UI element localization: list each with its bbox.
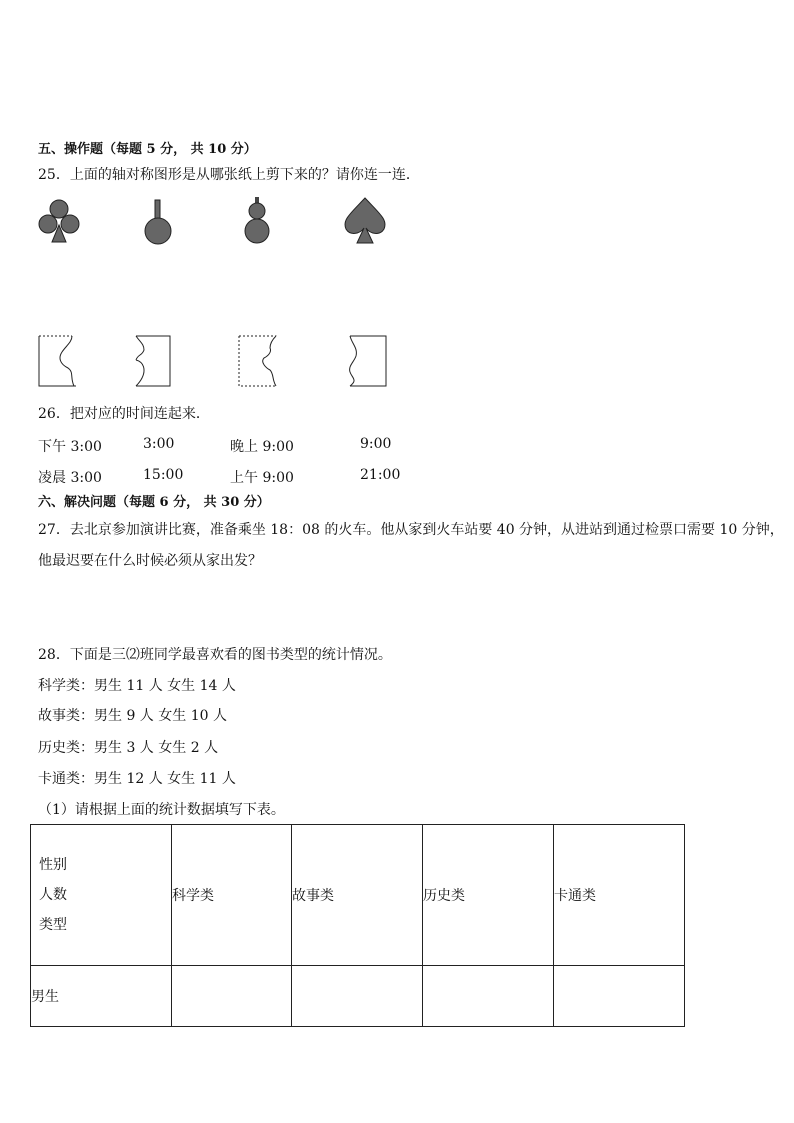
paper-cut-2 — [130, 334, 175, 389]
corner-label-gender: 性别 — [39, 857, 67, 873]
corner-label-type: 类型 — [39, 917, 67, 933]
question-27-line1: 27．去北京参加演讲比赛，准备乘坐 18：08 的火车。他从家到火车站要 40 分钟，从进站到通过检票口需要 10 分钟， — [38, 522, 784, 538]
paper-cut-4 — [344, 334, 389, 389]
stat-history: 历史类：男生 3 人 女生 2 人 — [38, 740, 219, 756]
question-25: 25．上面的轴对称图形是从哪张纸上剪下来的？请你连一连． — [38, 167, 420, 183]
section5-heading: 五、操作题（每题 5 分， 共 10 分） — [38, 142, 257, 157]
section6-heading: 六、解决问题（每题 6 分， 共 30 分） — [38, 495, 270, 510]
cell-boys-science[interactable] — [172, 966, 292, 1027]
paper-cut-1 — [36, 334, 81, 389]
time-15: 15:00 — [143, 467, 184, 483]
time-21: 21:00 — [360, 467, 401, 483]
sub-question-1: （1）请根据上面的统计数据填写下表。 — [38, 802, 285, 818]
stat-cartoon: 卡通类：男生 12 人 女生 11 人 — [38, 771, 236, 787]
column-story: 故事类 — [292, 825, 423, 966]
question-27-line2: 他最迟要在什么时候必须从家出发？ — [38, 553, 262, 569]
cell-boys-story[interactable] — [292, 966, 423, 1027]
table-corner-cell — [31, 825, 172, 966]
time-9: 9:00 — [360, 436, 392, 452]
corner-label-count: 人数 — [39, 887, 67, 903]
time-afternoon-3: 下午 3:00 — [38, 439, 102, 455]
time-3: 3:00 — [143, 436, 175, 452]
time-morning-9: 上午 9:00 — [230, 470, 294, 486]
column-cartoon: 卡通类 — [554, 825, 685, 966]
gourd-icon — [242, 196, 272, 248]
time-dawn-3: 凌晨 3:00 — [38, 470, 102, 486]
row-label-boys: 男生 — [31, 966, 172, 1027]
question-28: 28．下面是三⑵班同学最喜欢看的图书类型的统计情况。 — [38, 647, 392, 663]
column-science: 科学类 — [172, 825, 292, 966]
spade-icon — [340, 196, 390, 246]
stat-science: 科学类：男生 11 人 女生 14 人 — [38, 678, 236, 694]
question-26: 26．把对应的时间连起来． — [38, 406, 210, 422]
club-icon — [34, 197, 84, 247]
mirror-icon — [138, 198, 178, 248]
time-evening-9: 晚上 9:00 — [230, 439, 294, 455]
column-history: 历史类 — [423, 825, 554, 966]
paper-cut-3 — [236, 334, 281, 389]
cell-boys-history[interactable] — [423, 966, 554, 1027]
stat-story: 故事类：男生 9 人 女生 10 人 — [38, 708, 227, 724]
stats-table — [30, 824, 685, 1027]
cell-boys-cartoon[interactable] — [554, 966, 685, 1027]
